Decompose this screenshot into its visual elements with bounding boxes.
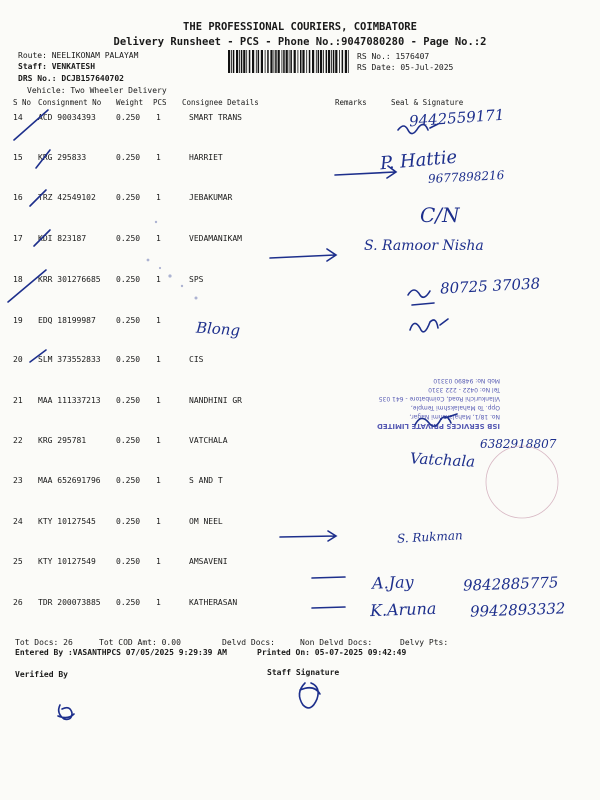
barcode-bar <box>306 50 307 73</box>
row-consignment: KRG 295833 <box>38 153 87 162</box>
barcode-bar <box>328 50 330 73</box>
handwritten-note: Blong <box>195 318 241 340</box>
row-weight: 0.250 <box>116 436 141 445</box>
handwritten-name: A.Jay <box>371 572 414 593</box>
runsheet-subtitle: Delivery Runsheet - PCS - Phone No.:9047080280 - Page No.:2 <box>113 36 487 48</box>
barcode-bar <box>331 50 332 73</box>
col-pcs: PCS <box>153 98 167 107</box>
barcode-bar <box>243 50 245 73</box>
handwritten-phone: 9442559171 <box>408 105 505 131</box>
barcode-bar <box>309 50 311 73</box>
handwritten-name: S. Rukman <box>396 528 464 546</box>
barcode-bar <box>249 50 251 73</box>
row-sno: 15 <box>13 153 23 162</box>
row-pcs: 1 <box>156 396 161 405</box>
stamp-line: Tel No: 0422 - 222 3310 <box>428 386 500 393</box>
row-sno: 26 <box>13 598 23 607</box>
verified-signature <box>58 705 74 719</box>
row-sno: 23 <box>13 476 23 485</box>
total-cod-amount: Tot COD Amt: 0.00 <box>99 638 181 647</box>
row-sno: 14 <box>13 113 23 122</box>
ink-speck <box>181 285 183 287</box>
rs-number: RS No.: 1576407 <box>357 52 430 61</box>
row-pcs: 1 <box>156 598 161 607</box>
barcode-bar <box>345 50 347 73</box>
col-remarks: Remarks <box>335 98 367 107</box>
rs-date: RS Date: 05-Jul-2025 <box>357 63 454 72</box>
row-consignee: NANDHINI GR <box>189 396 242 405</box>
row-pcs: 1 <box>156 316 161 325</box>
row-weight: 0.250 <box>116 396 141 405</box>
barcode-bar <box>320 50 322 73</box>
row-weight: 0.250 <box>116 355 141 364</box>
row-sno: 24 <box>13 517 23 526</box>
arrow-mark <box>280 531 336 541</box>
ink-speck <box>147 259 150 262</box>
barcode-bar <box>318 50 320 73</box>
row-consignee: OM NEEL <box>189 517 223 526</box>
handwritten-phone: 9677898216 <box>427 168 505 186</box>
row-sno: 21 <box>13 396 23 405</box>
row-pcs: 1 <box>156 193 161 202</box>
barcode-bar <box>282 50 283 73</box>
row-pcs: 1 <box>156 476 161 485</box>
row-pcs: 1 <box>156 234 161 243</box>
barcode-bar <box>300 50 302 73</box>
row-consignee: HARRIET <box>189 153 223 162</box>
barcode-bar <box>231 50 232 73</box>
staff-signature-label: Staff Signature <box>267 668 340 677</box>
barcode-bar <box>258 50 260 73</box>
row-pcs: 1 <box>156 557 161 566</box>
barcode-bar <box>326 50 328 73</box>
entered-by: Entered By :VASANTHPCS 07/05/2025 9:29:39 AM <box>15 648 227 657</box>
barcode-bar <box>312 50 314 73</box>
row-consignment: KRG 295781 <box>38 436 87 445</box>
row-consignee: S AND T <box>189 476 223 485</box>
row-consignee: SMART TRANS <box>189 113 242 122</box>
row-consignment: TDR 200073885 <box>38 598 101 607</box>
row-sno: 25 <box>13 557 23 566</box>
delivery-points: Delvy Pts: <box>400 638 449 647</box>
barcode-bar <box>339 50 340 73</box>
row-pcs: 1 <box>156 517 161 526</box>
barcode-bar <box>283 50 285 73</box>
barcode-bar <box>270 50 272 73</box>
row-consignment: KTY 10127549 <box>38 557 96 566</box>
arrow-mark <box>270 249 336 261</box>
barcode-bar <box>274 50 275 73</box>
barcode-bar <box>241 50 243 73</box>
row-consignment: KDI 823187 <box>38 234 87 243</box>
handwritten-phone: 9842885775 <box>462 573 559 595</box>
row-sno: 16 <box>13 193 23 202</box>
vehicle-label: Vehicle: Two Wheeler Delivery <box>27 86 167 95</box>
verified-by-label: Verified By <box>15 670 68 679</box>
col-consignee: Consignee Details <box>182 98 259 107</box>
barcode-bar <box>335 50 337 73</box>
ink-speck <box>168 274 171 277</box>
signature <box>408 290 434 305</box>
handwritten-name: P. Hattie <box>379 146 458 175</box>
stamp-line: ISB SERVICES PRIVATE LIMITED <box>377 422 500 430</box>
barcode <box>228 50 352 73</box>
staff-signature <box>299 683 320 708</box>
barcode-bar <box>342 50 344 73</box>
row-sno: 20 <box>13 355 23 364</box>
row-weight: 0.250 <box>116 316 141 325</box>
col-sno: S No <box>13 98 32 107</box>
handwritten-name: S. Ramoor Nisha <box>364 238 484 254</box>
row-sno: 19 <box>13 316 23 325</box>
barcode-bar <box>236 50 238 73</box>
row-consignee: VATCHALA <box>189 436 228 445</box>
row-pcs: 1 <box>156 355 161 364</box>
row-weight: 0.250 <box>116 476 141 485</box>
row-pcs: 1 <box>156 436 161 445</box>
row-weight: 0.250 <box>116 234 141 243</box>
barcode-bar <box>267 50 269 73</box>
row-sno: 22 <box>13 436 23 445</box>
staff-label: Staff: VENKATESH <box>18 62 96 71</box>
barcode-bar <box>252 50 254 73</box>
barcode-bar <box>323 50 324 73</box>
col-consignment: Consignment No <box>38 98 102 107</box>
faint-stamp-circle <box>486 446 558 518</box>
barcode-bar <box>246 50 247 73</box>
signature <box>410 319 448 332</box>
handwritten-phone: 9942893332 <box>469 599 566 621</box>
barcode-bar <box>261 50 263 73</box>
ink-speck <box>155 221 157 223</box>
company-stamp <box>360 342 500 430</box>
row-consignee: VEDAMANIKAM <box>189 234 242 243</box>
ink-speck <box>159 267 161 269</box>
arrow-mark <box>312 607 345 608</box>
row-consignee: AMSAVENI <box>189 557 228 566</box>
row-consignment: MAA 652691796 <box>38 476 101 485</box>
row-sno: 18 <box>13 275 23 284</box>
row-weight: 0.250 <box>116 275 141 284</box>
barcode-bar <box>348 50 349 73</box>
row-weight: 0.250 <box>116 113 141 122</box>
barcode-bar <box>275 50 277 73</box>
row-consignment: EDQ 18199987 <box>38 316 96 325</box>
barcode-bar <box>289 50 290 73</box>
barcode-bar <box>290 50 292 73</box>
row-weight: 0.250 <box>116 153 141 162</box>
row-consignee: KATHERASAN <box>189 598 238 607</box>
route-label: Route: NEELIKONAM PALAYAM <box>18 51 139 60</box>
barcode-bar <box>316 50 317 73</box>
barcode-bar <box>256 50 257 73</box>
row-consignment: MAA 111337213 <box>38 396 101 405</box>
handwritten-name: K.Aruna <box>369 598 437 621</box>
row-consignee: SPS <box>189 275 204 284</box>
row-weight: 0.250 <box>116 193 141 202</box>
row-pcs: 1 <box>156 153 161 162</box>
drs-number: DRS No.: DCJB157640702 <box>18 74 124 83</box>
row-consignment: SLM 373552833 <box>38 355 101 364</box>
row-consignment: TRZ 42549102 <box>38 193 96 202</box>
barcode-bar <box>294 50 296 73</box>
printed-on: Printed On: 05-07-2025 09:42:49 <box>257 648 407 657</box>
barcode-bar <box>298 50 299 73</box>
row-consignee: JEBAKUMAR <box>189 193 233 202</box>
barcode-bar <box>333 50 335 73</box>
stamp-line: Mob No: 94890 03310 <box>433 377 500 384</box>
row-consignee: CIS <box>189 355 204 364</box>
row-consignment: KTY 10127545 <box>38 517 96 526</box>
company-title: THE PROFESSIONAL COURIERS, COIMBATORE <box>183 21 417 33</box>
handwritten-mark: C/N <box>420 203 460 227</box>
col-seal: Seal & Signature <box>391 98 464 107</box>
stamp-line: Opp. To Mahalakshmi Temple, <box>410 404 500 411</box>
handwritten-phone: 80725 37038 <box>439 274 541 298</box>
barcode-bar <box>278 50 280 73</box>
barcode-bar <box>239 50 240 73</box>
row-consignment: ACD 90034393 <box>38 113 96 122</box>
stamp-line: No. 18/1, Mahalakshmi Nagar, <box>409 413 500 420</box>
ink-speck <box>195 297 198 300</box>
total-docs: Tot Docs: 26 <box>15 638 73 647</box>
stamp-line: Vilankurichi Road, Coimbatore - 641 035 <box>378 395 500 402</box>
barcode-bar <box>233 50 235 73</box>
handwritten-phone: 6382918807 <box>480 437 557 451</box>
row-weight: 0.250 <box>116 598 141 607</box>
col-weight: Weight <box>116 98 144 107</box>
arrow-mark <box>312 577 345 578</box>
row-consignment: KRR 301276685 <box>38 275 101 284</box>
row-weight: 0.250 <box>116 517 141 526</box>
barcode-bar <box>302 50 304 73</box>
row-weight: 0.250 <box>116 557 141 566</box>
handwritten-name: Vatchala <box>409 449 476 471</box>
delivered-docs: Delvd Docs: <box>222 638 275 647</box>
barcode-bar <box>228 50 230 73</box>
barcode-bar <box>286 50 288 73</box>
barcode-bar <box>265 50 266 73</box>
row-pcs: 1 <box>156 113 161 122</box>
row-pcs: 1 <box>156 275 161 284</box>
non-delivered-docs: Non Delvd Docs: <box>300 638 373 647</box>
row-sno: 17 <box>13 234 23 243</box>
